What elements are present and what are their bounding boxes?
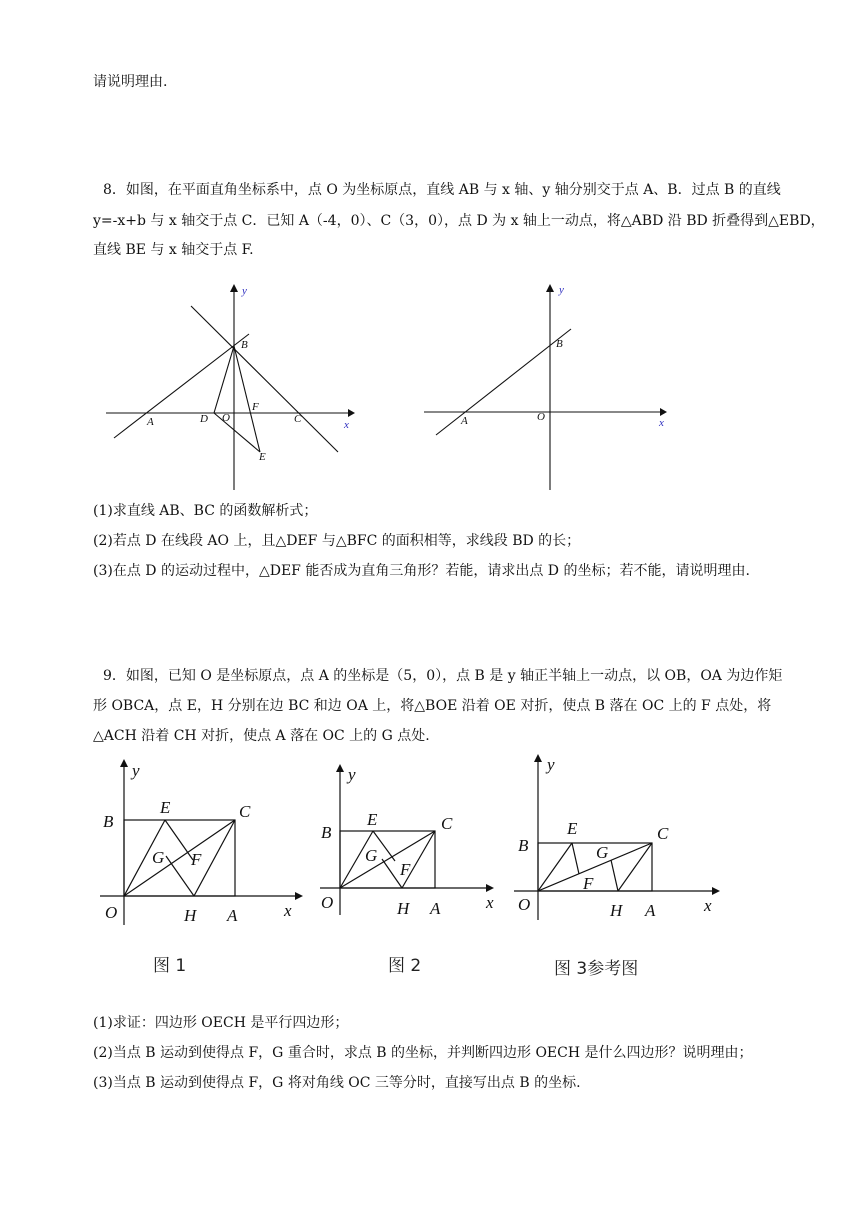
q9f3-label-y: y xyxy=(547,755,555,774)
q9f2-label-a: A xyxy=(430,899,441,918)
fig1-label-e: E xyxy=(259,451,266,463)
fig1-label-a: A xyxy=(147,416,154,428)
fig1-label-d: D xyxy=(200,413,208,425)
q8-line-3: 直线 BE 与 x 轴交于点 F. xyxy=(93,242,254,258)
q9f1-label-g: G xyxy=(152,848,165,867)
q9-line-2: 形 OBCA，点 E，H 分别在边 BC 和边 OA 上，将△BOE 沿着 OE 对折，使点 B 落在 OC 上的 F 点处，将 xyxy=(93,698,772,714)
q9-figure-2 xyxy=(318,760,508,920)
q9f2-label-o: O xyxy=(321,893,334,912)
q9f2-label-x: x xyxy=(486,893,494,912)
q9f2-label-g: G xyxy=(365,846,378,865)
continuation-text: 请说明理由. xyxy=(93,74,168,90)
fig2-label-y: y xyxy=(559,284,564,296)
q9f3-label-b: B xyxy=(518,836,529,855)
q9f3-label-e: E xyxy=(567,819,578,838)
q9f3-label-a: A xyxy=(645,901,656,920)
fig2-label-a: A xyxy=(461,415,468,427)
q9f1-label-h: H xyxy=(184,906,197,925)
q9f2-label-b: B xyxy=(321,823,332,842)
q8-part-2: (2)若点 D 在线段 AO 上，且△DEF 与△BFC 的面积相等，求线段 BD 的长； xyxy=(93,533,581,549)
q8-part-1: (1)求直线 AB、BC 的函数解析式； xyxy=(93,503,318,519)
q9f2-label-h: H xyxy=(397,899,410,918)
q9-figure-3 xyxy=(512,750,727,925)
q9f1-label-b: B xyxy=(103,812,114,831)
q9f3-label-o: O xyxy=(518,895,531,914)
q9f2-label-f: F xyxy=(400,860,411,879)
fig2-label-b: B xyxy=(556,338,563,350)
q9-part-2: (2)当点 B 运动到使得点 F，G 重合时，求点 B 的坐标，并判断四边形 OECH 是什么四边形？说明理由； xyxy=(93,1045,753,1061)
q8-figure-2 xyxy=(420,280,680,492)
q9f2-label-y: y xyxy=(348,765,356,784)
q8-part-3: (3)在点 D 的运动过程中，△DEF 能否成为直角三角形？若能，请求出点 D 的坐标；若不能，请说明理由. xyxy=(93,563,750,579)
fig2-label-x: x xyxy=(659,417,664,429)
fig1-label-o: O xyxy=(222,412,230,424)
q9f3-label-h: H xyxy=(610,901,623,920)
q9f1-label-o: O xyxy=(105,903,118,922)
fig2-label-o: O xyxy=(537,411,545,423)
q8-line-2: y=-x+b 与 x 轴交于点 C．已知 A（-4，0）、C（3，0），点 D 为 x 轴上一动点，将△ABD 沿 BD 折叠得到△EBD， xyxy=(93,213,825,229)
q9-figure-1 xyxy=(95,755,310,930)
q9f1-label-x: x xyxy=(284,901,292,920)
fig1-label-f: F xyxy=(252,401,259,413)
q9f3-label-f: F xyxy=(583,874,594,893)
q9-caption-2: 图 2 xyxy=(388,956,422,976)
q9f2-label-c: C xyxy=(441,814,453,833)
q9f3-label-x: x xyxy=(704,896,712,915)
q9f1-label-a: A xyxy=(227,906,238,925)
q9f1-label-e: E xyxy=(160,798,171,817)
fig1-label-y: y xyxy=(242,285,247,297)
q9-caption-3: 图 3参考图 xyxy=(554,959,639,979)
q9f1-label-y: y xyxy=(132,761,140,780)
q9-line-1: 9．如图，已知 O 是坐标原点，点 A 的坐标是（5，0），点 B 是 y 轴正半轴上一动点，以 OB，OA 为边作矩 xyxy=(103,668,783,684)
q9f3-label-c: C xyxy=(657,824,669,843)
fig1-label-b: B xyxy=(241,339,248,351)
q9f1-label-c: C xyxy=(239,802,251,821)
fig1-label-c: C xyxy=(294,413,302,425)
q8-figure-1 xyxy=(100,280,360,492)
q9-part-1: (1)求证：四边形 OECH 是平行四边形； xyxy=(93,1015,349,1031)
fig1-label-x: x xyxy=(344,419,349,431)
q9-line-3: △ACH 沿着 CH 对折，使点 A 落在 OC 上的 G 点处. xyxy=(93,728,430,744)
q9f3-label-g: G xyxy=(596,843,609,862)
q8-line-1: 8．如图，在平面直角坐标系中，点 O 为坐标原点，直线 AB 与 x 轴、y 轴分别交于点 A、B．过点 B 的直线 xyxy=(103,182,781,198)
q9f2-label-e: E xyxy=(367,810,378,829)
q9f1-label-f: F xyxy=(191,850,202,869)
q9-caption-1: 图 1 xyxy=(153,956,187,976)
q9-part-3: (3)当点 B 运动到使得点 F，G 将对角线 OC 三等分时，直接写出点 B 的坐标. xyxy=(93,1075,581,1091)
